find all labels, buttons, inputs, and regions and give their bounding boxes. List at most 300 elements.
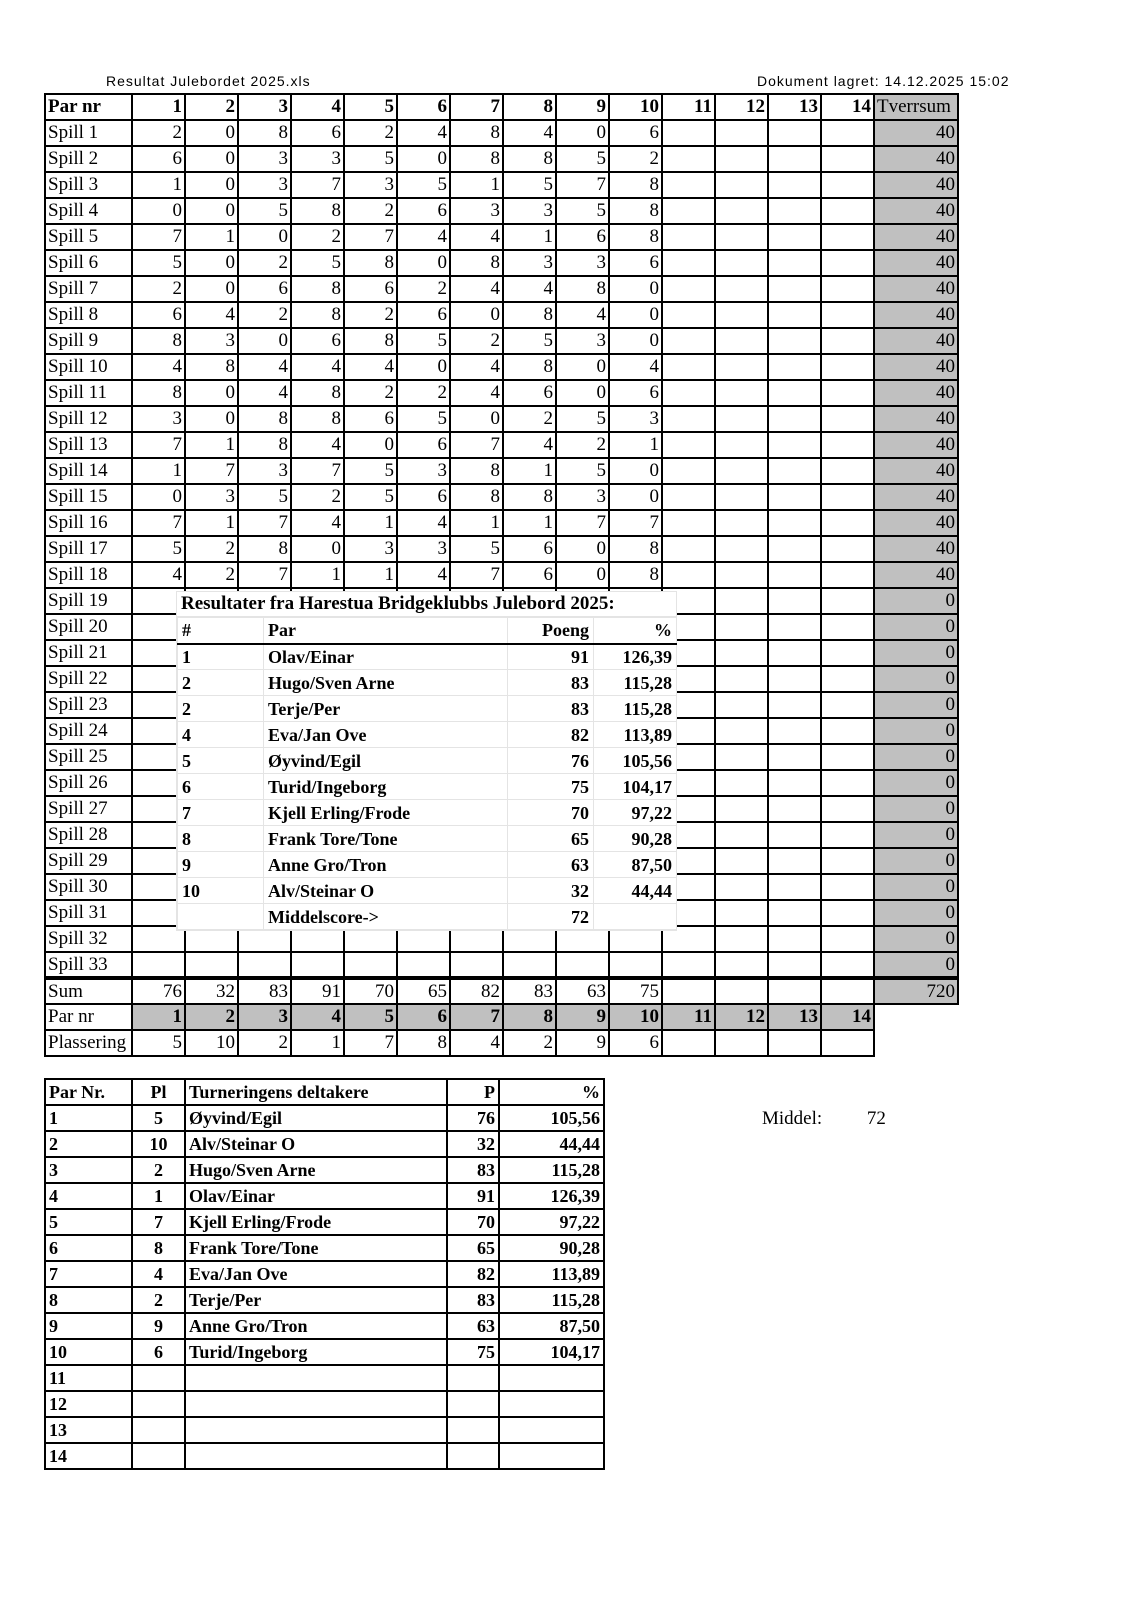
score-cell: 6 xyxy=(609,380,662,406)
score-cell: 4 xyxy=(397,120,450,146)
row-label: Spill 24 xyxy=(45,718,132,744)
score-cell: 4 xyxy=(397,562,450,588)
score-cell: 5 xyxy=(397,406,450,432)
table-row xyxy=(45,250,958,276)
participants-header: Pl xyxy=(132,1079,185,1105)
participant-row xyxy=(45,1417,604,1443)
score-cell xyxy=(821,536,874,562)
row-label: Spill 7 xyxy=(45,276,132,302)
score-cell: 0 xyxy=(450,302,503,328)
tverrsum-cell: 0 xyxy=(874,900,958,926)
score-cell xyxy=(768,562,821,588)
row-label: Spill 6 xyxy=(45,250,132,276)
score-cell: 3 xyxy=(238,458,291,484)
score-cell: 8 xyxy=(238,406,291,432)
score-cell: 7 xyxy=(556,172,609,198)
sum-cell: 76 xyxy=(132,978,185,1004)
placement-cell xyxy=(715,1030,768,1056)
score-cell: 1 xyxy=(503,510,556,536)
score-cell: 6 xyxy=(503,562,556,588)
score-cell xyxy=(821,692,874,718)
score-cell: 0 xyxy=(185,172,238,198)
participant-placement: 7 xyxy=(132,1209,185,1235)
score-cell xyxy=(821,900,874,926)
score-cell: 8 xyxy=(344,250,397,276)
score-cell xyxy=(821,406,874,432)
placement-cell: 6 xyxy=(609,1030,662,1056)
score-cell: 1 xyxy=(450,510,503,536)
participant-nr: 9 xyxy=(45,1313,132,1339)
result-pct: 105,56 xyxy=(594,748,677,774)
score-cell: 5 xyxy=(132,250,185,276)
score-cell: 5 xyxy=(556,458,609,484)
result-points: 75 xyxy=(508,774,594,800)
row-label: Spill 25 xyxy=(45,744,132,770)
score-cell: 8 xyxy=(238,432,291,458)
score-cell: 6 xyxy=(132,146,185,172)
score-cell: 7 xyxy=(450,432,503,458)
score-cell: 7 xyxy=(291,172,344,198)
score-cell xyxy=(768,900,821,926)
score-cell xyxy=(821,822,874,848)
score-cell xyxy=(715,380,768,406)
tverrsum-cell: 40 xyxy=(874,536,958,562)
table-row xyxy=(45,198,958,224)
participant-nr: 3 xyxy=(45,1157,132,1183)
table-row xyxy=(45,510,958,536)
score-cell xyxy=(821,198,874,224)
participant-nr: 14 xyxy=(45,1443,132,1469)
score-cell: 2 xyxy=(503,406,556,432)
score-cell: 8 xyxy=(450,250,503,276)
tverrsum-cell: 0 xyxy=(874,926,958,952)
sum-cell xyxy=(768,978,821,1004)
participant-name: Eva/Jan Ove xyxy=(185,1261,447,1287)
tverrsum-cell: 40 xyxy=(874,562,958,588)
score-cell: 4 xyxy=(397,224,450,250)
score-cell: 2 xyxy=(344,302,397,328)
result-rank: 8 xyxy=(178,826,264,852)
result-rank: 9 xyxy=(178,852,264,878)
score-cell xyxy=(821,328,874,354)
participant-pct: 90,28 xyxy=(499,1235,604,1261)
score-cell xyxy=(238,952,291,978)
score-cell xyxy=(821,588,874,614)
score-cell: 6 xyxy=(291,120,344,146)
score-cell xyxy=(768,250,821,276)
score-cell xyxy=(715,458,768,484)
score-cell xyxy=(768,380,821,406)
score-cell xyxy=(715,510,768,536)
result-points: 70 xyxy=(508,800,594,826)
participant-placement: 2 xyxy=(132,1287,185,1313)
participant-row xyxy=(45,1183,604,1209)
result-pair: Eva/Jan Ove xyxy=(264,722,508,748)
score-cell xyxy=(662,146,715,172)
score-cell: 8 xyxy=(503,484,556,510)
score-cell: 6 xyxy=(503,380,556,406)
score-cell: 1 xyxy=(132,172,185,198)
tverrsum-cell: 40 xyxy=(874,354,958,380)
score-cell xyxy=(662,406,715,432)
participant-nr: 12 xyxy=(45,1391,132,1417)
participant-placement xyxy=(132,1391,185,1417)
score-cell: 4 xyxy=(291,510,344,536)
row-label: Spill 17 xyxy=(45,536,132,562)
column-header: 2 xyxy=(185,94,238,120)
score-cell: 3 xyxy=(185,328,238,354)
score-cell: 2 xyxy=(397,380,450,406)
result-pair: Turid/Ingeborg xyxy=(264,774,508,800)
row-label: Spill 3 xyxy=(45,172,132,198)
participant-nr: 11 xyxy=(45,1365,132,1391)
score-cell: 8 xyxy=(503,354,556,380)
score-cell xyxy=(821,796,874,822)
participant-nr: 5 xyxy=(45,1209,132,1235)
participant-name xyxy=(185,1443,447,1469)
score-cell: 5 xyxy=(291,250,344,276)
tverrsum-cell: 40 xyxy=(874,458,958,484)
participant-pct xyxy=(499,1365,604,1391)
score-cell: 4 xyxy=(397,510,450,536)
score-cell xyxy=(821,562,874,588)
placement-cell: 8 xyxy=(397,1030,450,1056)
score-cell: 2 xyxy=(450,328,503,354)
score-cell xyxy=(821,120,874,146)
score-cell xyxy=(715,250,768,276)
sum-cell: 65 xyxy=(397,978,450,1004)
score-cell: 0 xyxy=(291,536,344,562)
score-cell xyxy=(715,224,768,250)
score-cell xyxy=(821,354,874,380)
header-label: Par nr xyxy=(45,94,132,120)
table-row xyxy=(45,302,958,328)
score-cell: 6 xyxy=(291,328,344,354)
score-cell xyxy=(768,796,821,822)
row-label: Spill 2 xyxy=(45,146,132,172)
row-label: Spill 32 xyxy=(45,926,132,952)
row-label: Spill 13 xyxy=(45,432,132,458)
results-header: % xyxy=(594,618,677,644)
tverrsum-cell: 0 xyxy=(874,614,958,640)
column-header: 13 xyxy=(768,94,821,120)
score-cell: 3 xyxy=(238,172,291,198)
result-pair: Terje/Per xyxy=(264,696,508,722)
score-cell: 8 xyxy=(132,328,185,354)
score-cell xyxy=(715,796,768,822)
score-cell xyxy=(662,562,715,588)
score-cell: 4 xyxy=(450,276,503,302)
score-cell: 6 xyxy=(132,302,185,328)
participant-placement xyxy=(132,1365,185,1391)
score-cell: 8 xyxy=(503,146,556,172)
score-cell: 1 xyxy=(291,562,344,588)
results-row xyxy=(178,748,677,774)
score-cell xyxy=(715,536,768,562)
participant-name: Alv/Steinar O xyxy=(185,1131,447,1157)
score-cell xyxy=(662,354,715,380)
score-cell xyxy=(715,302,768,328)
results-table xyxy=(177,617,677,930)
score-cell: 7 xyxy=(556,510,609,536)
tverrsum-cell: 0 xyxy=(874,666,958,692)
parnr-cell: 7 xyxy=(450,1004,503,1030)
participant-pct: 126,39 xyxy=(499,1183,604,1209)
score-cell: 8 xyxy=(291,380,344,406)
participant-pct: 115,28 xyxy=(499,1287,604,1313)
participant-points xyxy=(447,1443,499,1469)
score-cell: 2 xyxy=(344,380,397,406)
row-label: Spill 5 xyxy=(45,224,132,250)
score-cell xyxy=(662,484,715,510)
score-cell xyxy=(397,952,450,978)
row-label: Spill 15 xyxy=(45,484,132,510)
row-label: Spill 16 xyxy=(45,510,132,536)
score-cell: 4 xyxy=(238,380,291,406)
participant-row xyxy=(45,1313,604,1339)
score-cell: 8 xyxy=(609,224,662,250)
sum-cell: 82 xyxy=(450,978,503,1004)
tverrsum-cell: 40 xyxy=(874,224,958,250)
score-cell: 2 xyxy=(609,146,662,172)
participant-points: 70 xyxy=(447,1209,499,1235)
results-row xyxy=(178,852,677,878)
score-cell: 7 xyxy=(132,510,185,536)
participant-pct: 105,56 xyxy=(499,1105,604,1131)
result-pct: 126,39 xyxy=(594,644,677,670)
table-row xyxy=(45,458,958,484)
score-cell: 4 xyxy=(291,354,344,380)
score-cell: 0 xyxy=(185,276,238,302)
result-rank: 2 xyxy=(178,670,264,696)
score-cell: 0 xyxy=(609,328,662,354)
tverrsum-cell: 0 xyxy=(874,952,958,978)
participant-row xyxy=(45,1391,604,1417)
score-cell xyxy=(768,354,821,380)
score-cell: 3 xyxy=(397,536,450,562)
participant-nr: 8 xyxy=(45,1287,132,1313)
score-cell: 5 xyxy=(503,328,556,354)
score-cell: 8 xyxy=(450,120,503,146)
result-pct: 104,17 xyxy=(594,774,677,800)
score-cell: 1 xyxy=(609,432,662,458)
placement-cell: 2 xyxy=(238,1030,291,1056)
score-cell xyxy=(821,484,874,510)
participant-pct: 115,28 xyxy=(499,1157,604,1183)
score-cell: 6 xyxy=(238,276,291,302)
result-points: 83 xyxy=(508,696,594,722)
participant-points: 65 xyxy=(447,1235,499,1261)
result-pct: 87,50 xyxy=(594,852,677,878)
table-row xyxy=(45,172,958,198)
score-cell: 5 xyxy=(556,198,609,224)
score-cell: 8 xyxy=(185,354,238,380)
score-cell: 3 xyxy=(291,146,344,172)
score-cell: 1 xyxy=(185,432,238,458)
result-pct: 115,28 xyxy=(594,696,677,722)
score-cell xyxy=(715,120,768,146)
score-cell xyxy=(768,432,821,458)
participant-points: 32 xyxy=(447,1131,499,1157)
score-cell: 3 xyxy=(132,406,185,432)
tverrsum-cell: 40 xyxy=(874,120,958,146)
score-cell xyxy=(503,952,556,978)
column-header: 4 xyxy=(291,94,344,120)
results-row xyxy=(178,800,677,826)
score-cell xyxy=(662,172,715,198)
participant-placement: 6 xyxy=(132,1339,185,1365)
result-rank: 6 xyxy=(178,774,264,800)
score-cell: 4 xyxy=(238,354,291,380)
participant-placement: 5 xyxy=(132,1105,185,1131)
table-row xyxy=(45,120,958,146)
score-cell: 0 xyxy=(238,328,291,354)
column-header: 9 xyxy=(556,94,609,120)
tverrsum-cell: 0 xyxy=(874,770,958,796)
tverrsum-cell: 40 xyxy=(874,172,958,198)
score-cell: 8 xyxy=(344,328,397,354)
score-cell: 0 xyxy=(185,406,238,432)
participant-pct xyxy=(499,1417,604,1443)
parnr-cell: 10 xyxy=(609,1004,662,1030)
score-cell xyxy=(768,926,821,952)
result-pct: 115,28 xyxy=(594,670,677,696)
score-cell: 4 xyxy=(503,276,556,302)
table-row xyxy=(45,224,958,250)
score-cell: 8 xyxy=(609,198,662,224)
participants-header: P xyxy=(447,1079,499,1105)
score-cell xyxy=(768,302,821,328)
results-row xyxy=(178,670,677,696)
score-cell: 0 xyxy=(556,536,609,562)
sum-cell: 70 xyxy=(344,978,397,1004)
row-label: Spill 22 xyxy=(45,666,132,692)
participant-name: Hugo/Sven Arne xyxy=(185,1157,447,1183)
score-cell xyxy=(821,666,874,692)
participant-points: 75 xyxy=(447,1339,499,1365)
participant-nr: 7 xyxy=(45,1261,132,1287)
score-cell xyxy=(715,484,768,510)
result-rank: 10 xyxy=(178,878,264,904)
placement-row xyxy=(45,1030,958,1056)
score-cell: 8 xyxy=(609,562,662,588)
score-cell: 2 xyxy=(397,276,450,302)
results-header: Par xyxy=(264,618,508,644)
column-header: 5 xyxy=(344,94,397,120)
result-points: 72 xyxy=(508,904,594,930)
sum-row xyxy=(45,978,958,1004)
parnr-cell: 5 xyxy=(344,1004,397,1030)
score-cell xyxy=(715,926,768,952)
tverrsum-cell: 0 xyxy=(874,874,958,900)
score-cell: 5 xyxy=(238,198,291,224)
score-cell: 4 xyxy=(450,354,503,380)
score-cell: 2 xyxy=(238,302,291,328)
score-cell: 0 xyxy=(609,276,662,302)
participant-nr: 10 xyxy=(45,1339,132,1365)
score-cell: 1 xyxy=(185,224,238,250)
score-cell: 0 xyxy=(450,406,503,432)
participant-row xyxy=(45,1261,604,1287)
parnr-cell: 9 xyxy=(556,1004,609,1030)
tverrsum-cell: 40 xyxy=(874,276,958,302)
participants-table xyxy=(44,1078,605,1470)
participant-points: 83 xyxy=(447,1287,499,1313)
participant-row xyxy=(45,1235,604,1261)
row-label: Spill 1 xyxy=(45,120,132,146)
score-cell: 7 xyxy=(291,458,344,484)
column-header: 10 xyxy=(609,94,662,120)
score-cell: 1 xyxy=(344,510,397,536)
score-cell xyxy=(715,432,768,458)
row-label: Spill 30 xyxy=(45,874,132,900)
participant-pct: 97,22 xyxy=(499,1209,604,1235)
score-cell: 5 xyxy=(503,172,556,198)
row-label: Spill 8 xyxy=(45,302,132,328)
score-cell xyxy=(768,510,821,536)
result-pct xyxy=(594,904,677,930)
result-pair: Kjell Erling/Frode xyxy=(264,800,508,826)
placement-cell: 4 xyxy=(450,1030,503,1056)
header-row xyxy=(45,94,958,120)
row-label: Spill 4 xyxy=(45,198,132,224)
participant-placement xyxy=(132,1443,185,1469)
score-cell: 5 xyxy=(344,484,397,510)
row-label: Spill 20 xyxy=(45,614,132,640)
score-cell xyxy=(768,536,821,562)
score-cell xyxy=(768,406,821,432)
score-cell: 1 xyxy=(503,224,556,250)
score-cell xyxy=(768,848,821,874)
score-cell: 7 xyxy=(450,562,503,588)
placement-label: Plassering xyxy=(45,1030,132,1056)
score-cell xyxy=(821,744,874,770)
score-cell: 3 xyxy=(556,484,609,510)
score-cell: 2 xyxy=(132,276,185,302)
score-cell xyxy=(662,120,715,146)
score-cell xyxy=(715,328,768,354)
row-label: Spill 29 xyxy=(45,848,132,874)
row-label: Spill 10 xyxy=(45,354,132,380)
score-cell xyxy=(821,224,874,250)
result-points: 32 xyxy=(508,878,594,904)
result-rank xyxy=(178,904,264,930)
score-cell xyxy=(768,614,821,640)
score-cell: 0 xyxy=(185,250,238,276)
participant-placement: 4 xyxy=(132,1261,185,1287)
score-cell: 0 xyxy=(397,146,450,172)
score-cell xyxy=(662,250,715,276)
result-points: 83 xyxy=(508,670,594,696)
tverrsum-cell: 40 xyxy=(874,302,958,328)
participant-pct: 113,89 xyxy=(499,1261,604,1287)
participant-nr: 1 xyxy=(45,1105,132,1131)
score-cell xyxy=(821,510,874,536)
middel-summary xyxy=(762,1108,886,1130)
score-cell xyxy=(768,120,821,146)
score-cell: 8 xyxy=(609,172,662,198)
result-points: 65 xyxy=(508,826,594,852)
score-cell: 3 xyxy=(238,146,291,172)
score-cell xyxy=(662,432,715,458)
column-header: 1 xyxy=(132,94,185,120)
score-cell: 3 xyxy=(556,250,609,276)
participant-placement: 1 xyxy=(132,1183,185,1209)
score-cell xyxy=(662,380,715,406)
row-label: Spill 11 xyxy=(45,380,132,406)
score-cell xyxy=(768,692,821,718)
participant-placement xyxy=(132,1417,185,1443)
